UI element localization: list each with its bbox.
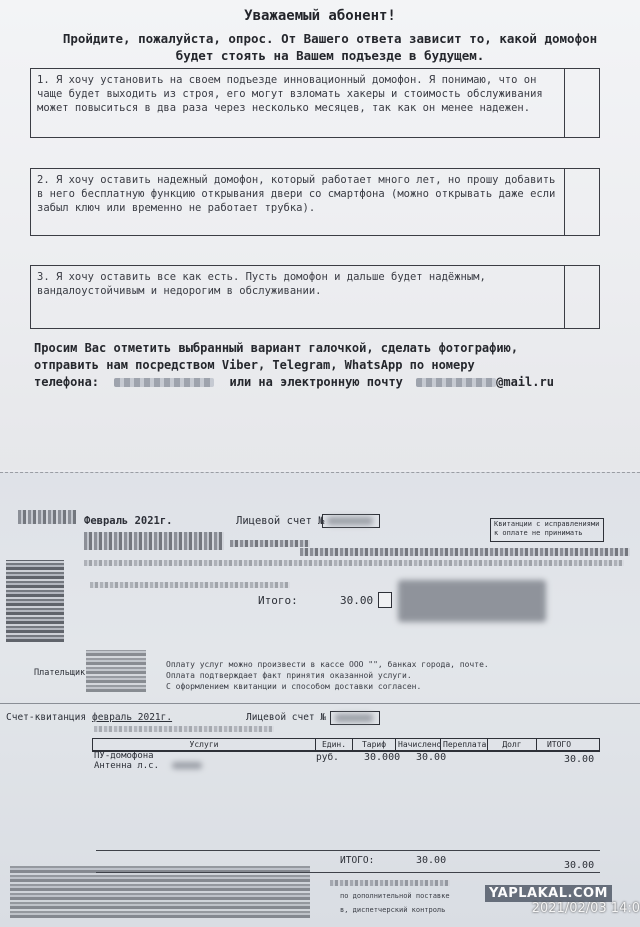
footer-total-label: ИТОГО:: [340, 855, 375, 866]
total-label: Итого:: [258, 594, 298, 607]
corrections-notice-box: [490, 518, 604, 542]
email-or-label: или на электронную почту: [229, 375, 403, 389]
col-unit: Един.: [315, 739, 352, 750]
redacted-account-3: [172, 762, 202, 769]
invoice-label: Счет-квитанция: [6, 712, 87, 723]
redacted-address: [84, 532, 224, 550]
redacted-payer: [86, 650, 146, 692]
option-1-text: 1. Я хочу установить на своем подъезде инновационный домофон. Я понимаю, что он чаще будет выходить из строя, его могут взломать хакеры и стоимость обслуживания может повыситься в два раза через несколько месяцев, так как он менее надежен.: [37, 74, 543, 114]
row-unit: руб.: [316, 752, 339, 763]
option-3-checkbox[interactable]: [564, 266, 599, 328]
footer-small-1: по дополнительной поставке: [340, 892, 450, 900]
note-line-3: [34, 374, 594, 391]
redacted-email: [416, 378, 496, 387]
divider: [0, 703, 640, 704]
account-number-box: [322, 514, 380, 528]
footer-rule: [96, 850, 600, 851]
option-3-text: 3. Я хочу оставить все как есть. Пусть домофон и дальше будет надёжным, вандалоустойчивым и недорогим в обслуживании.: [37, 271, 486, 297]
col-total: ИТОГО: [536, 739, 581, 750]
photo-timestamp: 2021/02/03 14:0: [531, 901, 640, 916]
payer-label: Плательщик: [34, 668, 86, 678]
payment-text-1: Оплату услуг можно произвести в кассе ООО "", банках города, почте.: [166, 660, 489, 669]
table-header: [93, 739, 599, 751]
col-debt: Долг: [487, 739, 536, 750]
letter-title: Уважаемый абонент!: [244, 8, 396, 24]
phone-label: телефона:: [34, 375, 100, 389]
redacted-details: [300, 548, 630, 556]
instructions: [34, 340, 594, 391]
row-charged: 30.00: [416, 752, 447, 763]
email-domain: @mail.ru: [496, 375, 554, 389]
option-2-row: [30, 168, 600, 236]
invoice-month: февраль 2021г.: [92, 712, 173, 723]
letter-intro: Пройдите, пожалуйста, опрос. От Вашего ответа зависит то, какой домофон будет стоять на Вашем подъезде в будущем.: [62, 31, 598, 63]
footer-small-2: в, диспетчерский контроль: [340, 906, 446, 914]
payment-text-3: С оформлением квитанции и способом доставки согласен.: [166, 682, 422, 691]
bill-month: Февраль 2021г.: [84, 515, 173, 527]
row-tariff: 30.000: [364, 752, 401, 763]
service-row-2: Антенна л.с.: [94, 761, 160, 771]
col-services: Услуги: [189, 740, 219, 749]
redacted-line-2: [94, 726, 274, 732]
footer-total-charged: 30.00: [416, 855, 447, 866]
option-1-checkbox[interactable]: [564, 69, 599, 137]
redacted-barcode: [6, 560, 64, 642]
payment-text-2: Оплата подтверждает факт принятия оказанной услуги.: [166, 671, 412, 680]
footer-total: 30.00: [564, 860, 595, 871]
service-row-1: ПУ-домофона: [94, 751, 154, 761]
redacted-qr: [398, 580, 546, 622]
col-tariff: Тариф: [352, 739, 395, 750]
redacted-phone: [114, 378, 214, 387]
row-total: 30.00: [564, 754, 595, 765]
total-value: 30.00: [340, 594, 374, 607]
account-label: Лицевой счет №: [236, 515, 325, 527]
redacted-line: [90, 582, 290, 588]
corrections-notice: Квитанции с исправлениями к оплате не принимать: [494, 520, 600, 537]
redacted-address-2: [230, 540, 310, 547]
redacted-details-2: [84, 560, 624, 566]
option-2-checkbox[interactable]: [564, 169, 599, 235]
services-table: [92, 738, 600, 752]
account-number-box-2: [330, 711, 380, 725]
redacted-footer-line: [330, 880, 450, 886]
col-charged: Начислено: [395, 739, 440, 750]
option-3-row: [30, 265, 600, 329]
total-box: [378, 592, 392, 608]
account-label-2: Лицевой счет №: [246, 712, 327, 723]
note-line-1: Просим Вас отметить выбранный вариант галочкой, сделать фотографию,: [34, 341, 519, 355]
option-1-row: [30, 68, 600, 138]
redacted-account-2: [335, 714, 373, 722]
redacted-header: [18, 510, 76, 524]
note-line-2: отправить нам посредством Viber, Telegram, WhatsApp по номеру: [34, 358, 475, 372]
redacted-account: [327, 517, 373, 525]
watermark-logo: YAPLAKAL.COM: [485, 885, 612, 902]
col-overpay: Переплата: [440, 739, 487, 750]
option-2-text: 2. Я хочу оставить надежный домофон, который работает много лет, но прошу добавить в него бесплатную функцию открывания двери со смартфона (можно открывать даже если забыл ключ или временно не работает трубка).: [37, 174, 556, 214]
redacted-footer-barcode: [10, 866, 310, 918]
